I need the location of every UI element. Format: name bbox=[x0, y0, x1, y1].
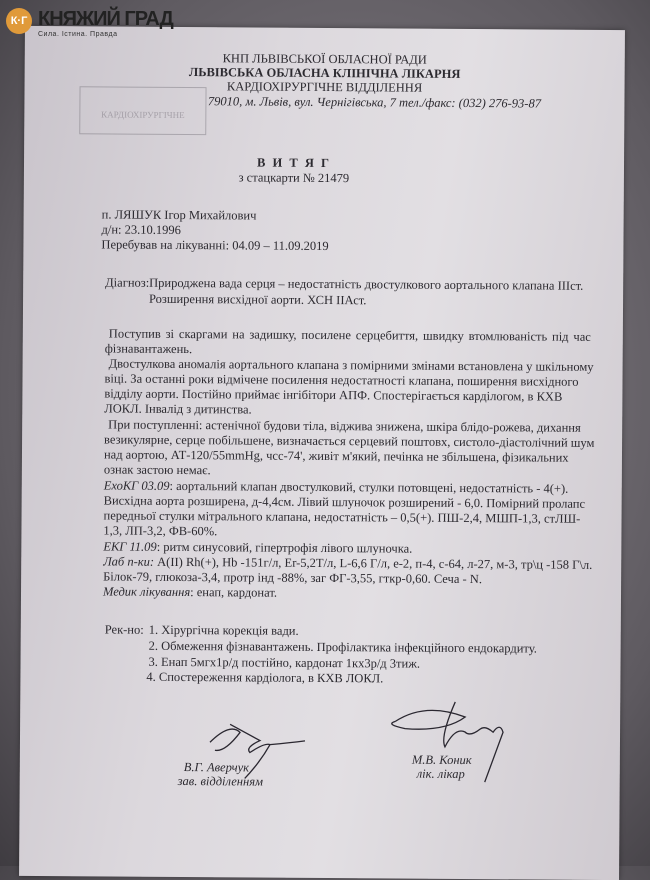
document-page bbox=[19, 26, 625, 880]
faded-stamp: КАРДІОХІРУРГІЧНЕ bbox=[79, 86, 206, 135]
echo-line: передньої стулки мітрального клапана, недостатність – 0,5(+). ПШ-2,4, МШП-1,3, стЛШ- bbox=[103, 508, 581, 526]
patient-dob: д/н: 23.10.1996 bbox=[101, 222, 181, 238]
doc-title: В И Т Я Г bbox=[257, 155, 332, 171]
body-line: ЛОКЛ. Інвалід з дитинства. bbox=[104, 401, 252, 417]
recommendation-item: 3. Енап 5мгх1р/д постійно, кардонат 1кх3р/д 3тиж. bbox=[148, 654, 421, 671]
logo-name: КНЯЖИЙ ГРАД bbox=[38, 8, 173, 30]
signer-left-name: В.Г. Аверчук bbox=[183, 760, 250, 775]
diagnosis-label: Діагноз: bbox=[105, 275, 150, 290]
body-line: ознак застою немає. bbox=[103, 462, 211, 478]
ecg-line: ЕКГ 11.09: ритм синусовий, гіпертрофія лівого шлуночка. bbox=[103, 539, 413, 556]
signer-left-role: зав. відділенням bbox=[177, 774, 264, 789]
signer-right-name: М.В. Коник bbox=[411, 752, 472, 768]
body-line: Поступив зі скаргами на задишку, посилене серцебиття, швидку втомлюваність під час bbox=[108, 326, 591, 344]
recommendation-item: 4. Спостереження кардіолога, в КХВ ЛОКЛ. bbox=[146, 669, 384, 686]
patient-name: п. ЛЯШУК Ігор Михайлович bbox=[101, 207, 257, 223]
header-address: 79010, м. Львів, вул. Чернігівська, 7 тел./факс: (032) 276-93-87 bbox=[207, 94, 542, 111]
echo-line: Висхідна аорта розширена, д-4,4см. Лівий шлуночок розширений - 6,0. Помірний пролапс bbox=[103, 493, 586, 511]
body-line: везикулярне, серце побільшене, визначається серцевий поштовх, систоло-діастолічний шум bbox=[104, 432, 595, 450]
watermark-logo bbox=[6, 8, 173, 39]
recommendation-item: 2. Обмеження фізнавантажень. Профілактика інфекційного ендокардиту. bbox=[148, 638, 537, 656]
body-line: над аортою, АТ-120/55mmHg, чсс-74', живіт м'який, печінка не збільшена, фізикальних bbox=[103, 447, 569, 465]
logo-tagline: Сила. Істина. Правда bbox=[38, 31, 118, 38]
treatment-line: Медик лікування: енап, кардонат. bbox=[102, 584, 278, 600]
recommendations-label: Рек-но: bbox=[104, 622, 144, 637]
echo-line: 1,3, ЛП-3,2, ФВ-60%. bbox=[103, 523, 218, 539]
header-department: КАРДІОХІРУРГІЧНЕ ВІДДІЛЕННЯ bbox=[226, 79, 423, 95]
header-hospital: ЛЬВІВСЬКА ОБЛАСНА КЛІНІЧНА ЛІКАРНЯ bbox=[188, 65, 461, 81]
lab-line: Білок-79, глюкоза-3,4, протр інд -88%, заг ФГ-3,55, гткр-0,60. Сеча - N. bbox=[103, 569, 483, 587]
diagnosis-line2: Розширення висхідної аорти. ХСН IIАст. bbox=[149, 291, 367, 308]
body-line: фізнавантажень. bbox=[104, 341, 193, 357]
body-line: відділу аорти. Постійно приймає інгібітори АПФ. Спостерігається карділогом, в КХВ bbox=[104, 386, 563, 404]
header-org: КНП ЛЬВІВСЬКОЇ ОБЛАСНОЇ РАДИ bbox=[222, 51, 427, 67]
logo-badge: К·Г bbox=[6, 8, 32, 34]
doc-subtitle: з стацкарти № 21479 bbox=[238, 170, 350, 186]
body-line: віці. За останні роки відмічене посилення недостатності клапана, поширення висхідного bbox=[104, 371, 579, 389]
diagnosis-line1: Природжена вада серця – недостатність двостулкового аортального клапана IIIст. bbox=[149, 275, 584, 293]
recommendation-item: 1. Хірургічна корекція вади. bbox=[148, 622, 299, 638]
echo-line: ЕхоКГ 03.09: аортальний клапан двостулковий, стулки потовщені, недостатність - 4(+). bbox=[103, 478, 569, 496]
patient-stay: Перебував на лікуванні: 04.09 – 11.09.2019 bbox=[101, 237, 329, 254]
signer-right-role: лік. лікар bbox=[416, 766, 465, 782]
body-line: Двостулкова аномалія аортального клапана з помірними змінами встановлена у шкільному bbox=[108, 356, 594, 374]
lab-line: Лаб п-ки: A(II) Rh(+), Hb -151г/л, Er-5,2Т/л, L-6,6 Г/л, е-2, п-4, с-64, л-27, м-3, тр\ц -158 Г\л. bbox=[103, 554, 593, 572]
body-line: При поступленні: астенічної будови тіла, віджива знижена, шкіра блідо-рожева, дихання bbox=[108, 417, 581, 435]
